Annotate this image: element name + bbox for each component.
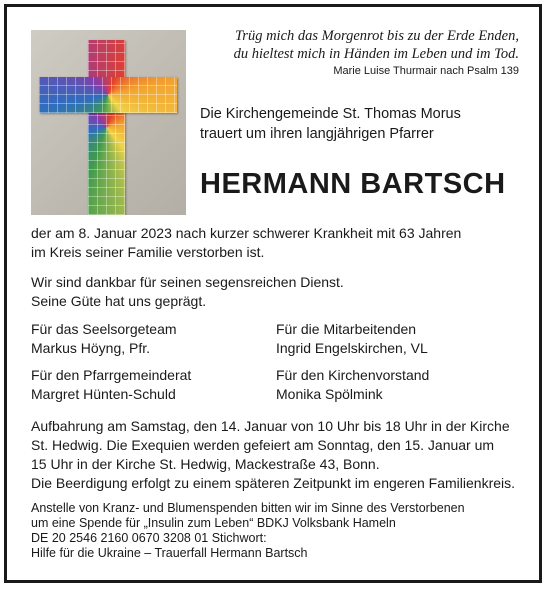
death-notice-line: im Kreis seiner Familie verstorben ist. (31, 244, 265, 260)
funeral-details (31, 417, 515, 493)
quote-line: du hieltest mich in Händen im Leben und im Tod. (233, 46, 519, 62)
signature-person: Margret Hünten-Schuld (31, 386, 176, 402)
funeral-line: Aufbahrung am Samstag, den 14. Januar von 10 Uhr bis 18 Uhr in der Kirche (31, 418, 510, 434)
signature-parish-council (31, 366, 191, 404)
donation-line: DE 20 2546 2160 0670 3208 01 Stichwort: (31, 531, 267, 545)
quote-line: Trüg mich das Morgenrot bis zu der Erde Enden, (235, 28, 519, 44)
death-notice (31, 224, 461, 262)
signature-church-board (276, 366, 429, 404)
signature-person: Monika Spölmink (276, 386, 383, 402)
intro-line: Die Kirchengemeinde St. Thomas Morus (200, 106, 461, 122)
gratitude-line: Seine Güte hat uns geprägt. (31, 293, 207, 309)
gratitude-text (31, 273, 344, 311)
intro-line: trauert um ihren langjährigen Pfarrer (200, 126, 434, 142)
donation-line: um eine Spende für „Insulin zum Leben“ BDKJ Volksbank Hameln (31, 516, 396, 530)
signature-role: Für die Mitarbeitenden (276, 321, 417, 337)
bible-quote (199, 27, 519, 80)
funeral-line: Die Beerdigung erfolgt zu einem späteren Zeitpunkt im engeren Familienkreis. (31, 475, 516, 491)
signature-person: Markus Höyng, Pfr. (31, 340, 151, 356)
signature-staff (276, 320, 428, 358)
signature-person: Ingrid Engelskirchen, VL (276, 340, 428, 356)
funeral-line: 15 Uhr in der Kirche St. Hedwig, Mackestraße 43, Bonn. (31, 456, 380, 472)
cross-horizontal-beam (39, 77, 177, 113)
funeral-line: St. Hedwig. Die Exequien werden gefeiert am Sonntag, den 15. Januar um (31, 437, 495, 453)
signature-pastoral-team (31, 320, 177, 358)
death-notice-line: der am 8. Januar 2023 nach kurzer schwerer Krankheit mit 63 Jahren (31, 225, 462, 241)
signature-role: Für das Seelsorgeteam (31, 321, 177, 337)
signature-role: Für den Pfarrgemeinderat (31, 367, 192, 383)
donation-request (31, 501, 465, 561)
cross-vertical-beam (88, 40, 125, 215)
deceased-name: HERMANN BARTSCH (200, 168, 506, 200)
signature-role: Für den Kirchenvorstand (276, 367, 430, 383)
quote-author: Marie Luise Thurmair nach Psalm 139 (333, 65, 519, 77)
intro-text (200, 104, 461, 144)
gratitude-line: Wir sind dankbar für seinen segensreichen Dienst. (31, 274, 344, 290)
donation-line: Hilfe für die Ukraine – Trauerfall Hermann Bartsch (31, 546, 308, 560)
cross-photo (31, 30, 186, 215)
donation-line: Anstelle von Kranz- und Blumenspenden bitten wir im Sinne des Verstorbenen (31, 501, 465, 515)
